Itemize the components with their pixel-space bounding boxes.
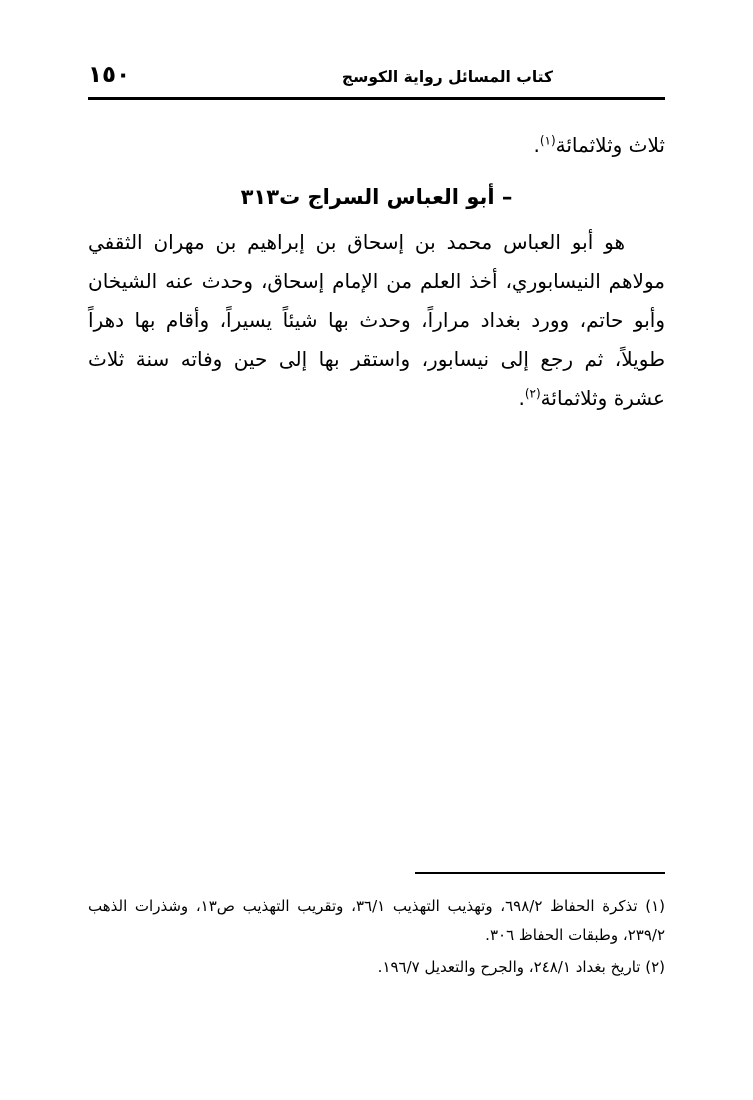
footnote-text: تذكرة الحفاظ ٦٩٨/٢، وتهذيب التهذيب ٣٦/١، وتقريب التهذيب ص١٣، وشذرات الذهب ٢٣٩/٢، وطبقات الحفاظ ٣٠٦. xyxy=(88,897,665,945)
biography-text: هو أبو العباس محمد بن إسحاق بن إبراهيم بن مهران الثقفي مولاهم النيسابوري، أخذ العلم من الإمام إسحاق، وحدث عنه الشيخان وأبو حاتم، وورد بغداد مراراً، وحدث بها شيئاً يسيراً، وأقام بها دهراً طويلاً، ثم رجع إلى نيسابور، واستقر بها إلى حين وفاته سنة ثلاث عشرة وثلاثمائة xyxy=(88,230,665,410)
footnote-ref-2: (٢) xyxy=(524,386,541,401)
footnotes-block xyxy=(88,892,665,984)
footnote-marker: (٢) xyxy=(645,957,665,976)
page-body xyxy=(88,128,665,418)
footnote-divider xyxy=(415,872,665,874)
biography-paragraph xyxy=(88,223,665,418)
continued-line-text: ثلاث وثلاثمائة xyxy=(555,133,665,157)
footnote-ref-1: (١) xyxy=(539,133,556,148)
footnote-text: تاريخ بغداد ٢٤٨/١، والجرح والتعديل ١٩٦/٧. xyxy=(377,957,641,976)
header-divider xyxy=(88,97,665,100)
page-header xyxy=(88,62,665,88)
page-number: ١٥٠ xyxy=(88,62,131,88)
section-heading: – أبو العباس السراج ت٣١٣ xyxy=(240,185,513,209)
biography-end: . xyxy=(518,386,525,410)
footnote-item xyxy=(88,953,665,982)
footnote-item xyxy=(88,892,665,951)
footnote-marker: (١) xyxy=(645,897,665,915)
continued-line xyxy=(88,128,665,163)
book-title: كتاب المسائل رواية الكوسج xyxy=(341,68,553,86)
continued-line-end: . xyxy=(533,133,540,157)
